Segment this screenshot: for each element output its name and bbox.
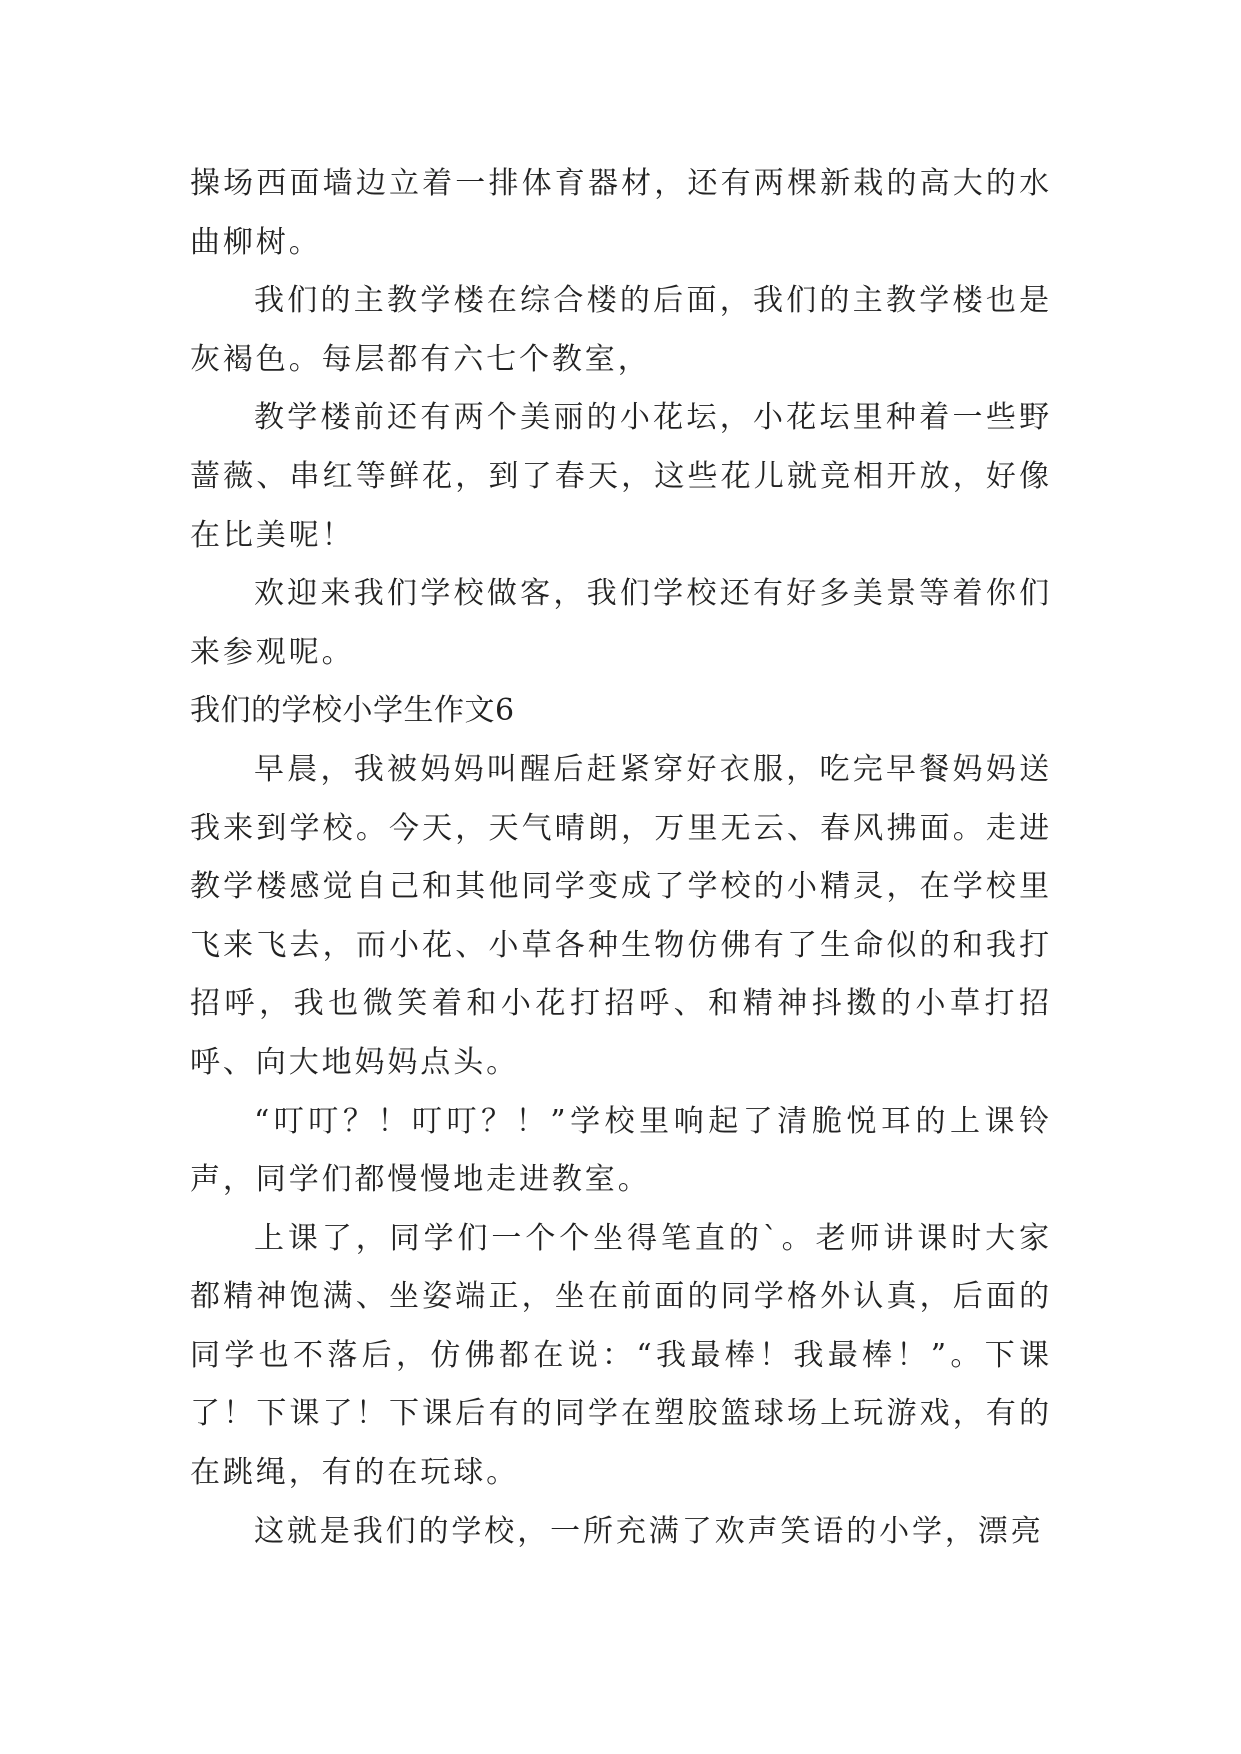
paragraph-class-time: 上课了，同学们一个个坐得笔直的`。老师讲课时大家都精神饱满、坐姿端正，坐在前面的同学格外认真，后面的同学也不落后，仿佛都在说：“我最棒！我最棒！”。下课了！下课了！下课后有的同学在塑胶篮球场上玩游戏，有的在跳绳，有的在玩球。 bbox=[190, 1220, 1052, 1491]
essay-heading: 我们的学校小学生作文6 bbox=[190, 693, 515, 729]
paragraph-school-bell: “叮叮？！叮叮？！”学校里响起了清脆悦耳的上课铃声，同学们都慢慢地走进教室。 bbox=[190, 1103, 1052, 1198]
paragraph-flower-beds: 教学楼前还有两个美丽的小花坛，小花坛里种着一些野蔷薇、串红等鲜花，到了春天，这些花儿就竞相开放，好像在比美呢！ bbox=[190, 400, 1052, 553]
paragraph-main-building: 我们的主教学楼在综合楼的后面，我们的主教学楼也是灰褐色。每层都有六七个教室， bbox=[190, 283, 1052, 377]
document-body bbox=[190, 155, 1052, 1561]
paragraph-playground-equipment: 操场西面墙边立着一排体育器材，还有两棵新栽的高大的水曲柳树。 bbox=[190, 166, 1052, 260]
paragraph-morning: 早晨，我被妈妈叫醒后赶紧穿好衣服，吃完早餐妈妈送我来到学校。今天，天气晴朗，万里无云、春风拂面。走进教学楼感觉自己和其他同学变成了学校的小精灵，在学校里飞来飞去，而小花、小草各种生物仿佛有了生命似的和我打招呼，我也微笑着和小花打招呼、和精神抖擞的小草打招呼、向大地妈妈点头。 bbox=[190, 751, 1052, 1080]
paragraph-welcome: 欢迎来我们学校做客，我们学校还有好多美景等着你们来参观呢。 bbox=[190, 576, 1052, 670]
paragraph-conclusion: 这就是我们的学校，一所充满了欢声笑语的小学，漂亮 bbox=[254, 1513, 1044, 1549]
